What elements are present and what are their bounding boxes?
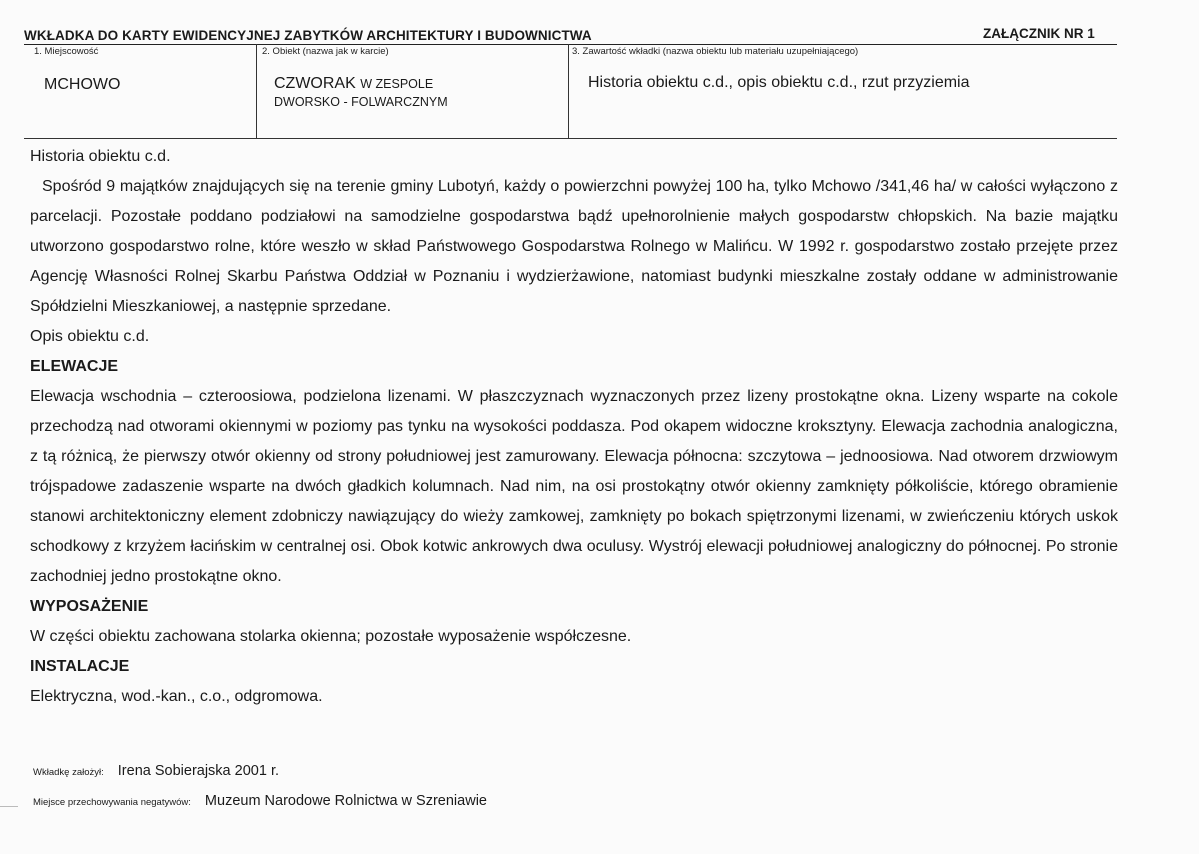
negatives-label: Miejsce przechowywania negatywów: (33, 797, 191, 808)
negatives-value: Muzeum Narodowe Rolnictwa w Szreniawie (204, 793, 487, 809)
object-value-main: CZWORAK (274, 75, 356, 92)
equipment-paragraph: W części obiektu zachowana stolarka okienna; pozostałe wyposażenie współczesne. (30, 628, 632, 645)
locality-value: MCHOWO (44, 76, 121, 93)
author-label: Wkładkę założył: (33, 767, 104, 778)
history-paragraph: Spośród 9 majątków znajdujących się na terenie gminy Lubotyń, każdy o powierzchni powyżej 100 ha, tylko Mchowo /341,46 ha/ w całości wyłączono z parcelacji. Pozostałe poddano podziałowi na samodzielne gospodarstwa bądź upełnorolnienie małych gospodarstw chłopskich. Na bazie majątku utworzono gospodarstwo rolne, które weszło w skład Państwowego Gospodarstwa Rolnego w Malińcu. W 1992 r. gospodarstwo zostało przejęte przez Agencję Własności Rolnej Skarbu Państwa Oddział w Poznaniu i wydzierżawione, natomiast budynki mieszkalne zostały oddane w administrowanie Spółdzielni Mieszkaniowej, a następnie sprzedane. (30, 178, 1118, 315)
contents-value: Historia obiektu c.d., opis obiektu c.d., rzut przyziemia (588, 74, 970, 91)
contents-label: 3. Zawartość wkładki (nazwa obiektu lub materiału uzupełniającego) (572, 46, 859, 57)
column-divider (568, 44, 569, 138)
annex-number: ZAŁĄCZNIK NR 1 (983, 26, 1095, 41)
author-value: Irena Sobierajska 2001 r. (117, 763, 279, 779)
negatives-line (33, 793, 487, 809)
equipment-heading: WYPOSAŻENIE (30, 598, 149, 615)
document-body (30, 142, 1118, 712)
author-line (33, 763, 279, 779)
object-label: 2. Obiekt (nazwa jak w karcie) (262, 46, 389, 57)
document-title: WKŁADKA DO KARTY EWIDENCYJNEJ ZABYTKÓW ARCHITEKTURY I BUDOWNICTWA (24, 28, 592, 43)
column-divider (256, 44, 257, 138)
installations-heading: INSTALACJE (30, 658, 130, 675)
object-value-line2: DWORSKO - FOLWARCZNYM (274, 95, 448, 109)
locality-label: 1. Miejscowość (34, 46, 99, 57)
history-heading: Historia obiektu c.d. (30, 148, 171, 165)
object-value-rest: W ZESPOLE (360, 77, 434, 91)
fields-bottom-rule (24, 138, 1117, 139)
margin-mark (0, 806, 18, 807)
object-value (274, 75, 433, 93)
elevations-heading: ELEWACJE (30, 358, 119, 375)
header-rule (24, 44, 1117, 45)
description-heading: Opis obiektu c.d. (30, 328, 150, 345)
elevations-paragraph: Elewacja wschodnia – czteroosiowa, podzielona lizenami. W płaszczyznach wyznaczonych przez lizeny prostokątne okna. Lizeny wsparte na cokole przechodzą nad otworami okiennymi w poziomy pas tynku na wysokości poddasza. Pod okapem widoczne kroksztyny. Elewacja zachodnia analogiczna, z tą różnicą, że pierwszy otwór okienny od strony południowej jest zamurowany. Elewacja północna: szczytowa – jednoosiowa. Nad otworem drzwiowym trójspadowe zadaszenie wsparte na dwóch gładkich kolumnach. Nad nim, na osi prostokątny otwór okienny zamknięty półkoliście, którego obramienie stanowi architektoniczny element zdobniczy nawiązujący do wieży zamkowej, zamknięty po bokach spiętrzonymi lizenami, w zwieńczeniu których uskok schodkowy z krzyżem łacińskim w centralnej osi. Obok kotwic ankrowych dwa oculusy. Wystrój elewacji południowej analogiczny do północnej. Po stronie zachodniej jedno prostokątne okno. (30, 388, 1118, 585)
installations-paragraph: Elektryczna, wod.-kan., c.o., odgromowa. (30, 688, 323, 705)
